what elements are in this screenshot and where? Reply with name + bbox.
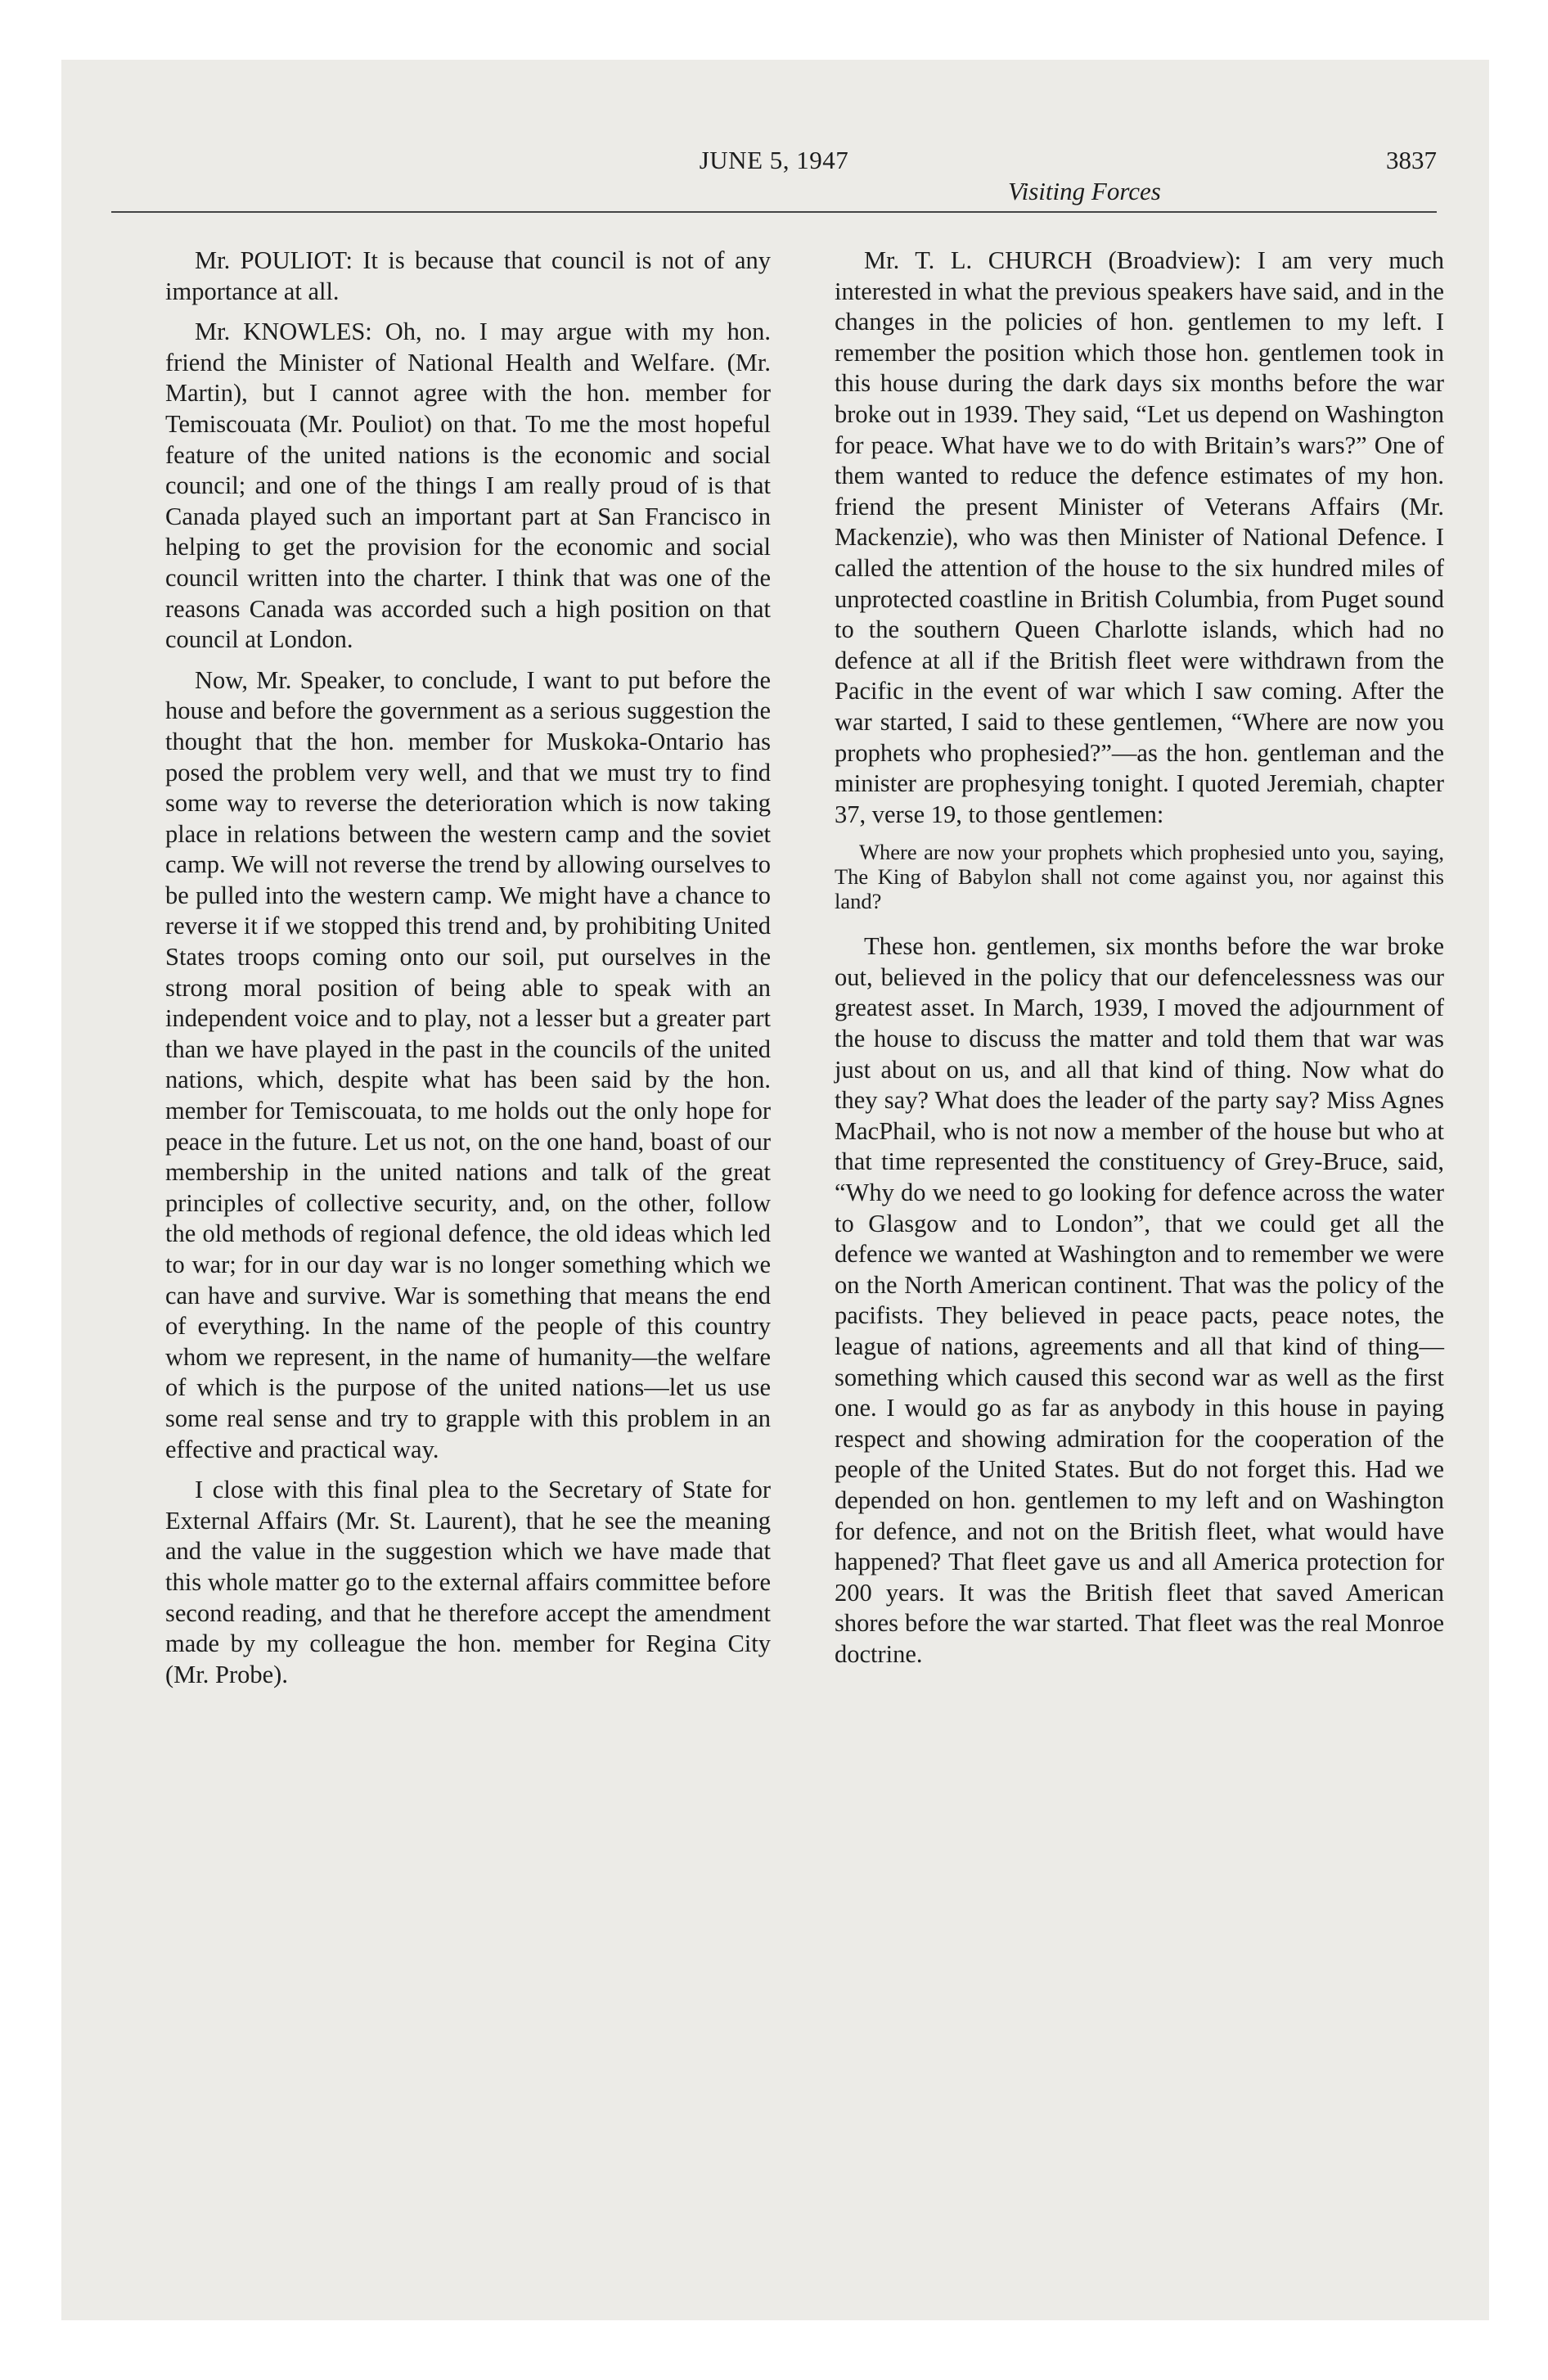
- left-column: [165, 246, 771, 1700]
- header-rule: [111, 211, 1437, 213]
- paragraph-knowles: Mr. KNOWLES: Oh, no. I may argue with my hon. friend the Minister of National Health and Welfare. (Mr. Martin), but I cannot agree with the hon. member for Temiscouata (Mr. Pouliot) on that. To me the most hopeful feature of the united nations is the economic and social council; and one of the things I am really proud of is that Canada played such an important part at San Francisco in helping to get the provision for the economic and social council written into the charter. I think that was one of the reasons Canada was accorded such a high position on that council at London.: [165, 318, 771, 654]
- header-topic: Visiting Forces: [1008, 177, 1161, 205]
- paragraph-pouliot: Mr. POULIOT: It is because that council is not of any importance at all.: [165, 246, 771, 305]
- paragraph-final-plea: I close with this final plea to the Secretary of State for External Affairs (Mr. St. Laurent), that he see the meaning and the value in the suggestion which we have made that this whole matter go to the external affairs committee before second reading, and that he therefore accept the amendment made by my colleague the hon. member for Regina City (Mr. Probe).: [165, 1476, 771, 1688]
- paragraph-conclusion: Now, Mr. Speaker, to conclude, I want to put before the house and before the government as a serious suggestion the thought that the hon. member for Muskoka-Ontario has posed the problem very well, and that we must try to find some way to reverse the deterioration which is now taking place in relations between the western camp and the soviet camp. We will not reverse the trend by allowing ourselves to be pulled into the western camp. We might have a chance to reverse it if we stopped this trend and, by prohibiting United States troops coming onto our soil, put ourselves in the strong moral position of being able to speak with an independent voice and to play, not a lesser but a greater part than we have played in the past in the councils of the united nations, which, despite what has been said by the hon. member for Temiscouata, to me holds out the only hope for peace in the future. Let us not, on the one hand, boast of our membership in the united nations and talk of the great principles of collective security, and, on the other, follow the old methods of regional defence, the old ideas which led to war; for in our day war is no longer something which we can have and survive. War is something that means the end of everything. In the name of the people of this country whom we represent, in the name of humanity—the welfare of which is the purpose of the united nations—let us use some real sense and try to grapple with this problem in an effective and practical way.: [165, 665, 771, 1463]
- header-date: JUNE 5, 1947: [699, 146, 849, 174]
- right-column: [835, 246, 1444, 1680]
- page-header: [111, 80, 1437, 203]
- paragraph-church: Mr. T. L. CHURCH (Broadview): I am very much interested in what the previous speakers have said, and in the changes in the policies of hon. gentlemen to my left. I remember the position which those hon. gentlemen took in this house during the dark days six months before the war broke out in 1939. They said, “Let us depend on Washington for peace. What have we to do with Britain’s wars?” One of them wanted to reduce the defence estimates of my hon. friend the present Minister of Veterans Affairs (Mr. Mackenzie), who was then Minister of National Defence. I called the attention of the house to the six hundred miles of unprotected coastline in British Columbia, from Puget sound to the southern Queen Charlotte islands, which had no defence at all if the British fleet were withdrawn from the Pacific in the event of war which I saw coming. After the war started, I said to these gentlemen, “Where are now you prophets who prophesied?”—as the hon. gentleman and the minister are prophesying tonight. I quoted Jeremiah, chapter 37, verse 19, to those gentlemen:: [835, 246, 1444, 828]
- paragraph-church-continued: These hon. gentlemen, six months before the war broke out, believed in the policy that our defencelessness was our greatest asset. In March, 1939, I moved the adjournment of the house to discuss the matter and told them that war was just about on us, and all that kind of thing. Now what do they say? What does the leader of the party say? Miss Agnes MacPhail, who is not now a member of the house but who at that time represented the constituency of Grey-Bruce, said, “Why do we need to go looking for defence across the water to Glasgow and to London”, that we could get all the defence we wanted at Washington and to remember we were on the North American continent. That was the policy of the pacifists. They believed in peace pacts, peace notes, the league of nations, agreements and all that kind of thing—something which caused this second war as well as the first one. I would go as far as anybody in this house in paying respect and showing admiration for the cooperation of the people of the United States. But do not forget this. Had we depended on hon. gentlemen to my left and on Washington for defence, and not on the British fleet, what would have happened? That fleet gave us and all America protection for 200 years. It was the British fleet that saved American shores before the war started. That fleet was the real Monroe doctrine.: [835, 932, 1444, 1668]
- header-page-number: 3837: [1386, 146, 1437, 174]
- scripture-quote: Where are now your prophets which prophesied unto you, saying, The King of Babylon shall not come against you, nor against this land?: [835, 840, 1444, 914]
